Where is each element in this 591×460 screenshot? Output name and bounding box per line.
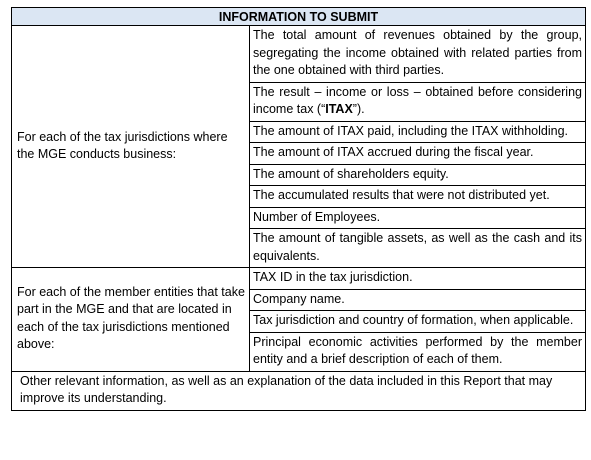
- table-row: [12, 26, 586, 83]
- section2-item: Tax jurisdiction and country of formation, when applicable.: [250, 311, 586, 333]
- section1-label: For each of the tax jurisdictions where the MGE conducts business:: [12, 26, 250, 268]
- section1-item: The amount of ITAX paid, including the ITAX withholding.: [250, 121, 586, 143]
- section1-item: The amount of shareholders equity.: [250, 164, 586, 186]
- section1-item: Number of Employees.: [250, 207, 586, 229]
- footer-note: Other relevant information, as well as an explanation of the data included in this Report that may improve its understanding.: [12, 371, 586, 410]
- section1-item: The total amount of revenues obtained by the group, segregating the income obtained with related parties from the one obtained with third parties.: [250, 26, 586, 83]
- table-row: [12, 268, 586, 290]
- section1-item-suffix: ”).: [352, 102, 365, 116]
- footer-row: [12, 371, 586, 410]
- section1-item: The amount of tangible assets, as well as the cash and its equivalents.: [250, 229, 586, 268]
- itax-bold-term: ITAX: [325, 102, 353, 116]
- header-row: [12, 8, 586, 26]
- document-table-wrapper: [11, 7, 585, 411]
- section1-item: The amount of ITAX accrued during the fiscal year.: [250, 143, 586, 165]
- section2-item: Principal economic activities performed by the member entity and a brief description of each of them.: [250, 332, 586, 371]
- section1-item-text: The result – income or loss – obtained before considering income tax (“: [253, 84, 582, 116]
- section1-item: The accumulated results that were not distributed yet.: [250, 186, 586, 208]
- section1-item-itax: [250, 82, 586, 121]
- section2-item: TAX ID in the tax jurisdiction.: [250, 268, 586, 290]
- section2-item: Company name.: [250, 289, 586, 311]
- information-table: [11, 7, 586, 411]
- section2-label: For each of the member entities that take part in the MGE and that are located in each of the tax jurisdictions mentioned above:: [12, 268, 250, 372]
- table-header: INFORMATION TO SUBMIT: [12, 8, 586, 26]
